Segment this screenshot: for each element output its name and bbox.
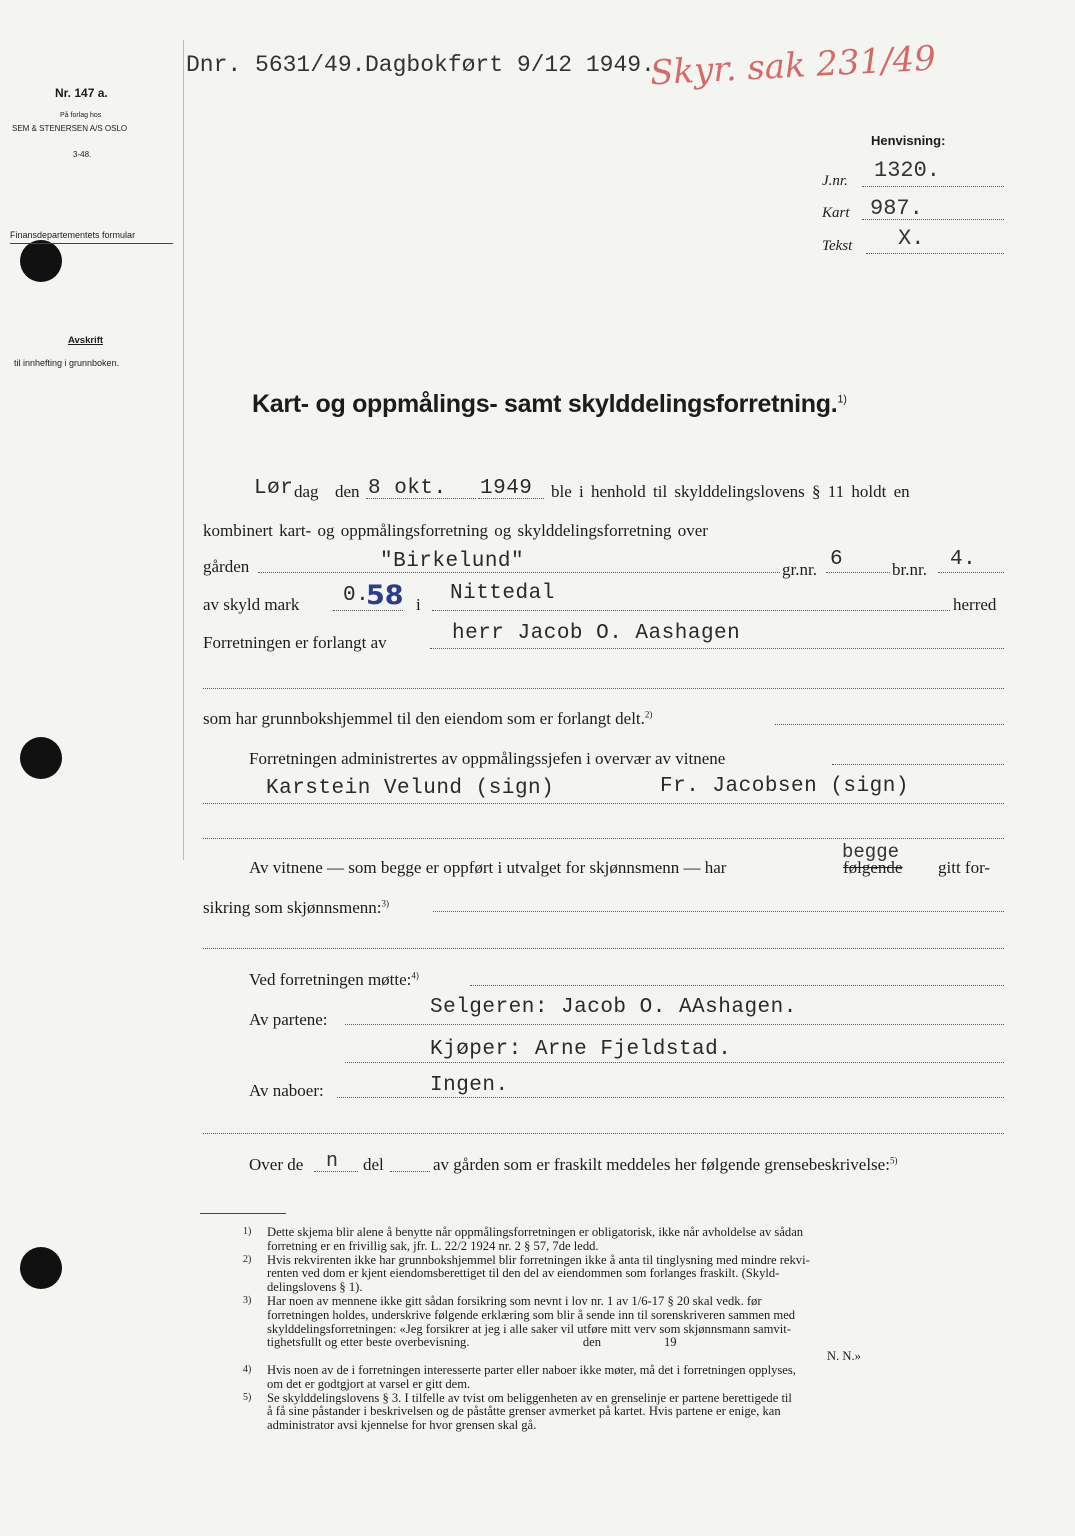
footnote-number: 4) — [243, 1363, 252, 1375]
den-label: den — [335, 482, 360, 501]
punch-hole — [20, 1247, 62, 1289]
blank-dots-3 — [203, 948, 1004, 949]
motte-dots — [470, 985, 1004, 986]
footnote-line: om det er godtgjort at varsel er gitt dem. — [267, 1376, 471, 1391]
gitt-for-text: gitt for- — [938, 858, 991, 877]
footnote — [243, 1364, 1013, 1392]
footnotes — [243, 1226, 1013, 1433]
garden-label: gården — [203, 557, 250, 576]
weekday-typed: Lør — [254, 477, 294, 500]
hjemmel-dots — [775, 724, 1004, 725]
footnote-line: tighetsfullt og etter beste overbevisning. den 19 — [267, 1335, 677, 1350]
document-title: Kart- og oppmålings- samt skylddelingsforretning.$^{1)}$ — [252, 390, 847, 418]
requester: herr Jacob O. Aashagen — [452, 622, 741, 645]
year-typed: 1949 — [480, 477, 533, 500]
buyer-dots — [345, 1062, 1004, 1063]
form-label-rule — [10, 243, 173, 244]
witness-2: Fr. Jacobsen (sign) — [660, 775, 909, 798]
motte-text: Ved forretningen møtte:$^{4)}$ — [249, 970, 419, 989]
blank-dots-4 — [203, 1133, 1004, 1134]
footnote-line: Har noen av mennene ikke gitt sådan forsikring som nevnt i lov nr. 1 av 1/6-17 § 20 skal vedk. før — [267, 1293, 762, 1308]
over-de-dots — [314, 1171, 358, 1172]
herred-label: herred — [953, 595, 997, 614]
skyld-handwritten: 58 — [366, 580, 404, 611]
form-date-code: 3-48. — [73, 150, 92, 159]
grnr-value: 6 — [830, 548, 844, 571]
i-label: i — [416, 595, 421, 614]
forsikring-dots — [433, 911, 1004, 912]
blank-dots-1 — [203, 688, 1004, 689]
buyer: Kjøper: Arne Fjeldstad. — [430, 1038, 732, 1061]
form-label: Finansdepartementets formular — [10, 230, 136, 240]
avskrift-label: Avskrift — [68, 335, 104, 346]
dnr: Dnr. 5631/49. — [186, 52, 366, 78]
administrertes-text: Forretningen administrertes av oppmålingssjefen i overvær av vitnene — [249, 749, 726, 768]
year-dots — [478, 498, 544, 499]
seller: Selgeren: Jacob O. AAshagen. — [430, 996, 797, 1019]
struck-word: følgende — [843, 858, 903, 877]
date-typed: 8 okt. — [368, 477, 447, 500]
witness-dots — [203, 803, 1004, 804]
avskrift-note: til innhefting i grunnboken. — [14, 358, 120, 368]
grnr-dots — [826, 572, 890, 573]
form-number: Nr. 147 a. — [55, 86, 108, 100]
hjemmel-text: som har grunnbokshjemmel til den eiendom som er forlangt delt.$^{2)}$ — [203, 709, 653, 728]
kart-value: 987. — [870, 196, 923, 221]
footnote-rule — [200, 1213, 286, 1214]
footnote-number: 2) — [243, 1253, 252, 1265]
blank-dots-2 — [203, 838, 1004, 839]
over-de-n: n — [326, 1150, 339, 1173]
farm-name: "Birkelund" — [380, 550, 525, 573]
naboer-label: Av naboer: — [249, 1081, 324, 1100]
footnote-line: delingslovens § 1). — [267, 1280, 363, 1295]
footnote-line: administrator avsi kjennelse for hvor grensen skal gå. — [267, 1418, 537, 1433]
footnote — [243, 1392, 1013, 1433]
margin-rule — [183, 40, 184, 860]
tekst-label: Tekst — [822, 238, 853, 254]
witness-1: Karstein Velund (sign) — [266, 777, 555, 800]
publisher-name: SEM & STENERSEN A/S OSLO — [12, 124, 128, 133]
date-dots — [366, 498, 476, 499]
naboer-dots — [337, 1097, 1004, 1098]
kart-label: Kart — [822, 205, 850, 221]
footnote-line: å få sine påstander i beskrivelsen og de påståtte grenser avmerket på kartet. Hvis partene er enige, kan — [267, 1404, 781, 1419]
skyld-typed: 0. — [343, 584, 370, 607]
tekst-value: X. — [898, 226, 925, 251]
footnote-number: 1) — [243, 1226, 252, 1237]
footnote-line: forretningen holdes, underskrive følgende erklæring som blir å sende inn til sorenskriveren sammen med — [267, 1307, 796, 1322]
publisher-line: På forlag hos — [60, 112, 102, 119]
kart-dots — [862, 219, 1004, 220]
partene-dots — [345, 1024, 1004, 1025]
dag-label: dag — [294, 482, 319, 501]
brnr-dots — [938, 572, 1004, 573]
henvisning-title: Henvisning: — [871, 133, 946, 148]
footnote-line: forretning er en frivillig sak, jfr. L. 22/2 1924 nr. 2 § 57, 7de ledd. — [267, 1238, 599, 1253]
footnote-line: N. N.» — [827, 1349, 861, 1364]
footnote-number: 3) — [243, 1294, 252, 1306]
administrertes-dots — [832, 764, 1004, 765]
red-case-note: Skyr. sak 231/49 — [649, 38, 937, 94]
punch-hole — [20, 737, 62, 779]
partene-label: Av partene: — [249, 1010, 328, 1029]
over-de-label: Over de — [249, 1155, 304, 1174]
footnote-line: Hvis noen av de i forretningen interesserte parter eller naboer ikke møter, må det i forretningen opplyses, — [267, 1362, 796, 1377]
footnote-line: skylddelingsforretningen: «Jeg forsikrer at jeg i alle saker vil utføre mitt verv som skjønnsmann samvit- — [267, 1321, 791, 1336]
inserted-word: begge — [842, 841, 900, 863]
forlangt-label: Forretningen er forlangt av — [203, 633, 387, 652]
herred-name: Nittedal — [450, 582, 555, 605]
footnote-number: 5) — [243, 1391, 252, 1403]
grense-text: av gården som er fraskilt meddeles her følgende grensebeskrivelse:$^{5)}$ — [433, 1155, 898, 1174]
footnote-line: Se skylddelingslovens § 3. I tilfelle av tvist om beliggenheten av en grenselinje er partene berettigede til — [267, 1390, 792, 1405]
vitnene-text: Av vitnene — som begge er oppført i utvalget for skjønnsmenn — har — [249, 858, 727, 877]
del-label: del — [363, 1155, 384, 1174]
footnote — [243, 1295, 1013, 1350]
dagbok-date: Dagbokført 9/12 1949. — [365, 52, 655, 78]
grnr-label: gr.nr. — [782, 560, 817, 579]
brnr-label: br.nr. — [892, 560, 927, 579]
tekst-dots — [866, 253, 1004, 254]
del-dots — [390, 1171, 430, 1172]
jnr-value: 1320. — [874, 158, 941, 183]
footnote-line: Hvis rekvirenten ikke har grunnbokshjemmel blir forretningen ikke å anta til tinglysning med mindre rekvi- — [267, 1252, 810, 1267]
skyld-dots — [333, 610, 403, 611]
jnr-label: J.nr. — [822, 173, 848, 189]
footnote — [243, 1226, 1013, 1254]
footnote-line: renten ved dom er kjent eiendomsberettiget til den del av eiendommen som forlanges fraskilt. (Skyld- — [267, 1266, 780, 1281]
skyld-label: av skyld mark — [203, 595, 300, 614]
punch-hole — [20, 240, 62, 282]
jnr-dots — [862, 186, 1004, 187]
naboer-value: Ingen. — [430, 1074, 509, 1097]
footnote — [243, 1254, 1013, 1295]
footnote-line: Dette skjema blir alene å benytte når oppmålingsforretningen er obligatorisk, ikke når avholdelse av sådan — [267, 1225, 804, 1239]
line2-text: kombinert kart- og oppmålingsforretning og skylddelingsforretning over — [203, 521, 708, 540]
requester-dots — [430, 648, 1004, 649]
herred-dots — [432, 610, 950, 611]
footnote — [243, 1350, 1013, 1364]
line1-text: ble i henhold til skylddelingslovens § 11 holdt en — [551, 482, 910, 501]
brnr-value: 4. — [950, 548, 977, 571]
forsikring-text: sikring som skjønnsmenn:$^{3)}$ — [203, 898, 390, 917]
